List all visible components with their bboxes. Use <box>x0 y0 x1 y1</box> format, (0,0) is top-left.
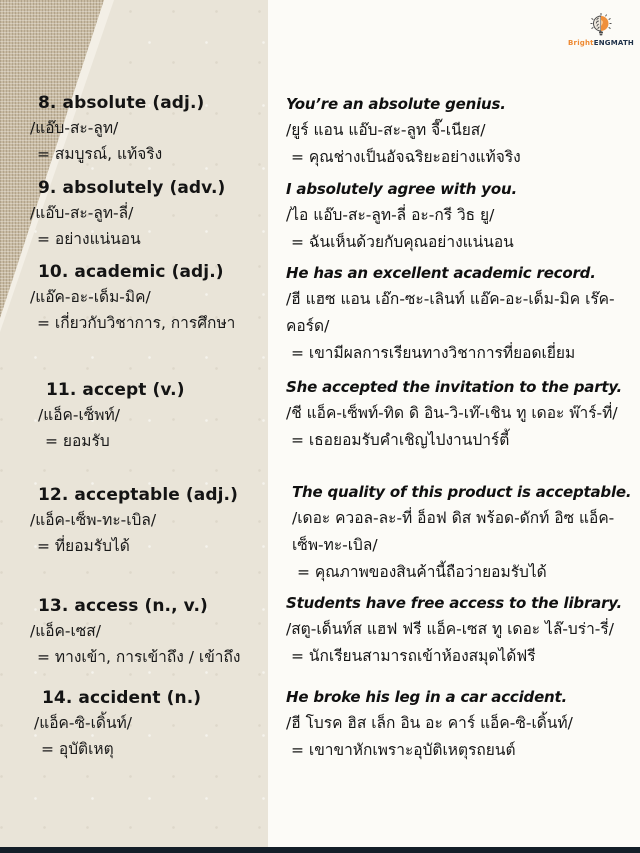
vocab-pronunciation: /แอ๊บ-สะ-ลูท/ <box>30 119 119 137</box>
vocab-entry-absolute <box>30 92 265 167</box>
brain-lightbulb-icon <box>589 12 613 38</box>
example-entry-absolute <box>286 93 636 171</box>
example-sentence: You’re an absolute genius. <box>286 95 506 113</box>
vocab-pronunciation: /แอ็ค-เซ็พ-ทะ-เบิล/ <box>30 511 157 529</box>
example-entry-academic <box>286 262 636 367</box>
example-entry-access <box>286 592 636 670</box>
vocab-meaning: = อุบัติเหตุ <box>41 740 114 758</box>
vocab-entry-access <box>30 595 265 670</box>
vocab-entry-accept <box>38 379 273 454</box>
vocab-term: 11. accept (v.) <box>46 380 185 400</box>
example-translation: = เขามีผลการเรียนทางวิชาการที่ยอดเยี่ยม <box>291 344 576 362</box>
example-translation: = เธอยอมรับคำเชิญไปงานปาร์ตี้ <box>291 431 510 449</box>
vocab-meaning: = สมบูรณ์, แท้จริง <box>37 145 163 163</box>
example-pronunciation: /สตู-เด็นท์ส แฮฟ ฟรี แอ็ค-เซส ทู เดอะ ไล๊-บร่า-รี่/ <box>286 620 614 638</box>
brand-name-second: ENGMATH <box>593 39 634 47</box>
vocab-meaning: = ทางเข้า, การเข้าถึง / เข้าถึง <box>37 648 241 666</box>
vocab-pronunciation: /แอ็ค-เซ็พท์/ <box>38 406 120 424</box>
vocab-meaning: = เกี่ยวกับวิชาการ, การศึกษา <box>37 314 236 332</box>
vocab-meaning: = ยอมรับ <box>45 432 110 450</box>
brand-logo-text <box>568 39 634 47</box>
vocab-entry-academic <box>30 261 265 336</box>
example-sentence: He broke his leg in a car accident. <box>286 688 567 706</box>
vocab-pronunciation: /แอ็ค-เซส/ <box>30 622 101 640</box>
example-sentence: She accepted the invitation to the party. <box>286 378 623 396</box>
vocab-term: 10. academic (adj.) <box>38 262 224 282</box>
vocab-term: 14. accident (n.) <box>42 688 202 708</box>
vocab-entry-accident <box>34 687 269 762</box>
vocab-meaning: = ที่ยอมรับได้ <box>37 537 130 555</box>
vocab-pronunciation: /แอ็ค-ซิ-เดิ้นท์/ <box>34 714 132 732</box>
bottom-accent-bar <box>0 847 640 853</box>
example-translation: = เขาขาหักเพราะอุบัติเหตุรถยนต์ <box>291 741 516 759</box>
vocab-term: 8. absolute (adj.) <box>38 93 205 113</box>
example-pronunciation: /ฮี โบรค ฮิส เล็ก อิน อะ คาร์ แอ็ค-ซิ-เดิ้นท์/ <box>286 714 573 732</box>
example-translation: = คุณภาพของสินค้านี้ถือว่ายอมรับได้ <box>297 563 547 581</box>
example-sentence: I absolutely agree with you. <box>286 180 517 198</box>
vocab-pronunciation: /แอ๊บ-สะ-ลูท-ลี่/ <box>30 204 134 222</box>
example-pronunciation: /ฮี แฮซ แอน เอ๊ก-ซะ-เลินท์ แอ๊ค-อะ-เด็ม-มิค เร๊ค-คอร์ด/ <box>286 290 615 335</box>
vocab-meaning: = อย่างแน่นอน <box>37 230 141 248</box>
brand-name-first: Bright <box>568 39 594 47</box>
example-translation: = นักเรียนสามารถเข้าห้องสมุดได้ฟรี <box>291 647 536 665</box>
example-entry-absolutely <box>286 178 636 256</box>
example-sentence: He has an excellent academic record. <box>286 264 596 282</box>
example-pronunciation: /เดอะ ควอล-ละ-ที่ อ็อฟ ดิส พร้อด-ดักท์ อิซ แอ็ค-เซ็พ-ทะ-เบิล/ <box>292 509 615 554</box>
vocab-term: 9. absolutely (adv.) <box>38 178 226 198</box>
vocab-entry-acceptable <box>30 484 265 559</box>
example-entry-accept <box>286 376 636 454</box>
example-entry-accident <box>286 686 636 764</box>
example-pronunciation: /ยูร์ แอน แอ๊บ-สะ-ลูท จี๊-เนียส/ <box>286 121 486 139</box>
vocab-term: 13. access (n., v.) <box>38 596 208 616</box>
example-translation: = ฉันเห็นด้วยกับคุณอย่างแน่นอน <box>291 233 514 251</box>
vocab-entry-absolutely <box>30 177 265 252</box>
example-entry-acceptable <box>292 481 636 586</box>
brand-logo <box>568 12 634 47</box>
vocab-pronunciation: /แอ๊ค-อะ-เด็ม-มิค/ <box>30 288 151 306</box>
example-sentence: Students have free access to the library. <box>286 594 622 612</box>
example-translation: = คุณช่างเป็นอัจฉริยะอย่างแท้จริง <box>291 148 521 166</box>
vocab-term: 12. acceptable (adj.) <box>38 485 238 505</box>
example-pronunciation: /ไอ แอ๊บ-สะ-ลูท-ลี่ อะ-กรี วิธ ยู/ <box>286 206 495 224</box>
example-pronunciation: /ชี แอ็ค-เซ็พท์-ทิด ดิ อิน-วิ-เท๊-เชิน ทู เดอะ พ๊าร์-ที่/ <box>286 404 618 422</box>
example-sentence: The quality of this product is acceptable. <box>292 483 632 501</box>
